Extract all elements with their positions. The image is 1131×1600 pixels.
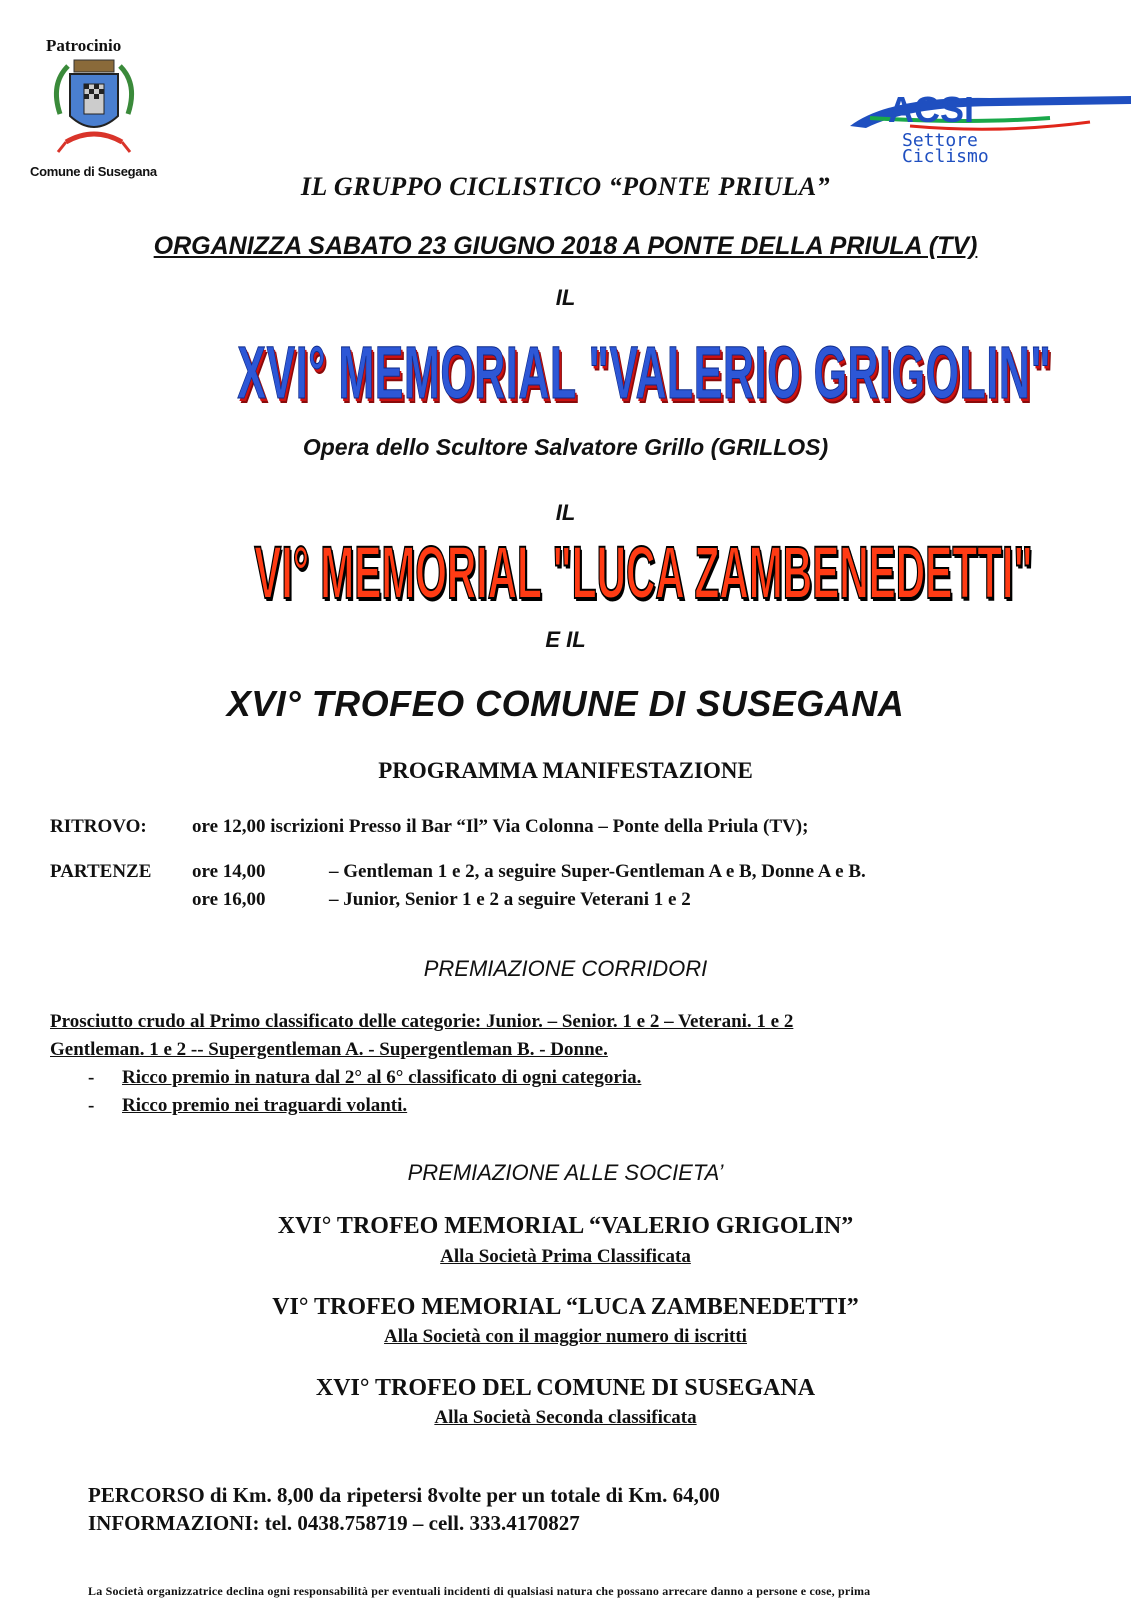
percorso-line: PERCORSO di Km. 8,00 da ripetersi 8volte per un totale di Km. 64,00 bbox=[88, 1483, 720, 1507]
e-il-connector: E IL bbox=[545, 627, 586, 652]
acsi-logo bbox=[850, 88, 1131, 168]
event-date-line: ORGANIZZA SABATO 23 GIUGNO 2018 A PONTE DELLA PRIULA (TV) bbox=[153, 232, 978, 260]
prize-line: Gentleman. 1 e 2 -- Supergentleman A. - Supergentleman B. - Donne. bbox=[50, 1039, 608, 1060]
trofeo-susegana-title: XVI° TROFEO COMUNE DI SUSEGANA bbox=[226, 683, 905, 724]
informazioni-line: INFORMAZIONI: tel. 0438.758719 – cell. 333.4170827 bbox=[88, 1511, 580, 1535]
memorial-zambenedetti-title: VI° MEMORIAL "LUCA ZAMBENEDETTI" bbox=[254, 531, 1033, 614]
trofeo-title: XVI° TROFEO DEL COMUNE DI SUSEGANA bbox=[315, 1375, 816, 1401]
il-connector-2: IL bbox=[555, 500, 576, 525]
partenze-label: PARTENZE bbox=[50, 861, 152, 882]
comune-crest-icon bbox=[46, 54, 142, 164]
opera-credit: Opera dello Scultore Salvatore Grillo (GRILLOS) bbox=[302, 434, 829, 460]
premiazione-societa-title: PREMIAZIONE ALLE SOCIETA’ bbox=[407, 1160, 724, 1185]
partenza-text: – Gentleman 1 e 2, a seguire Super-Gentleman A e B, Donne A e B. bbox=[329, 861, 866, 882]
patrocinio-label: Patrocinio bbox=[46, 36, 122, 55]
partenza-time: ore 16,00 bbox=[192, 889, 266, 910]
partenza-time: ore 14,00 bbox=[192, 861, 266, 882]
comune-label: Comune di Susegana bbox=[30, 164, 157, 179]
acsi-settore: Settore bbox=[902, 130, 978, 151]
organizer-title: IL GRUPPO CICLISTICO “PONTE PRIULA” bbox=[300, 172, 831, 201]
il-connector-1: IL bbox=[555, 285, 576, 310]
trofeo-title: VI° TROFEO MEMORIAL “LUCA ZAMBENEDETTI” bbox=[272, 1294, 859, 1320]
programma-title: PROGRAMMA MANIFESTAZIONE bbox=[378, 758, 753, 783]
trofeo-title: XVI° TROFEO MEMORIAL “VALERIO GRIGOLIN” bbox=[277, 1213, 854, 1239]
partenza-text: – Junior, Senior 1 e 2 a seguire Veterani 1 e 2 bbox=[329, 889, 691, 910]
premiazione-corridori-title: PREMIAZIONE CORRIDORI bbox=[423, 956, 708, 981]
ritrovo-label: RITROVO: bbox=[50, 816, 147, 837]
ritrovo-text: ore 12,00 iscrizioni Presso il Bar “Il” Via Colonna – Ponte della Priula (TV); bbox=[192, 816, 809, 837]
bullet-dash: - bbox=[88, 1095, 95, 1116]
bullet-dash: - bbox=[88, 1067, 95, 1088]
memorial-grigolin-title: XVI° MEMORIAL "VALERIO GRIGOLIN" bbox=[237, 331, 1052, 414]
trofeo-subtitle: Alla Società con il maggior numero di iscritti bbox=[384, 1326, 747, 1347]
acsi-wordmark: ACSI bbox=[888, 89, 975, 130]
prize-bullet: Ricco premio nei traguardi volanti. bbox=[122, 1095, 408, 1116]
disclaimer-text: La Società organizzatrice declina ogni responsabilità per eventuali incidenti di qualsiasi natura che possano arrecare danno a persone e cose, prima bbox=[88, 1584, 871, 1598]
trofeo-subtitle: Alla Società Seconda classificata bbox=[434, 1407, 697, 1428]
prize-line: Prosciutto crudo al Primo classificato delle categorie: Junior. – Senior. 1 e 2 – Veterani. 1 e 2 bbox=[50, 1011, 794, 1032]
trofeo-subtitle: Alla Società Prima Classificata bbox=[440, 1246, 691, 1267]
prize-bullet: Ricco premio in natura dal 2° al 6° classificato di ogni categoria. bbox=[122, 1067, 642, 1088]
acsi-ciclismo: Ciclismo bbox=[902, 146, 989, 167]
